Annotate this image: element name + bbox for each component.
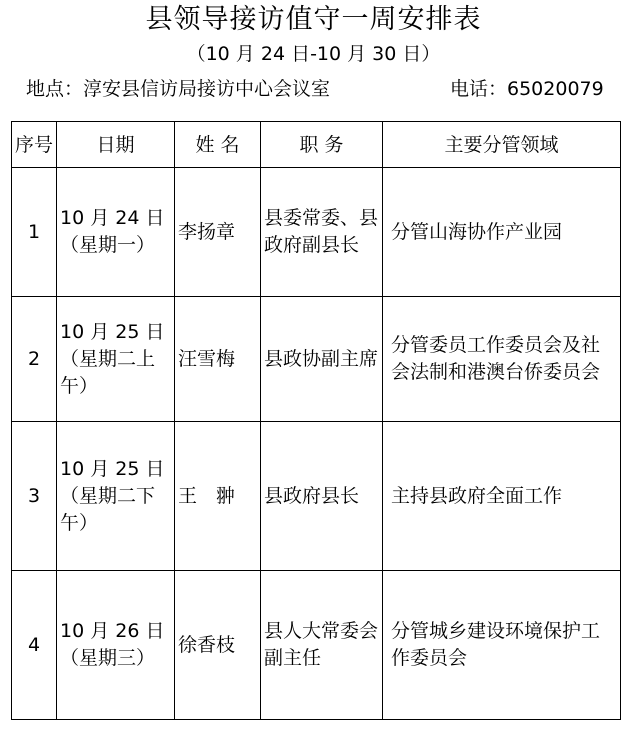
cell-position: 县政协副主席 bbox=[261, 297, 383, 422]
cell-name: 王 翀 bbox=[175, 422, 261, 571]
header-name: 姓 名 bbox=[175, 122, 261, 168]
table-header-row bbox=[12, 122, 621, 168]
cell-duty: 分管委员工作委员会及社会法制和港澳台侨委员会 bbox=[383, 297, 621, 422]
table-row bbox=[12, 297, 621, 422]
header-date: 日期 bbox=[57, 122, 175, 168]
header-duty: 主要分管领域 bbox=[383, 122, 621, 168]
cell-name: 徐香枝 bbox=[175, 571, 261, 720]
cell-duty: 主持县政府全面工作 bbox=[383, 422, 621, 571]
document-title: 县领导接访值守一周安排表 bbox=[145, 4, 482, 35]
location-text: 地点：淳安县信访局接访中心会议室 bbox=[26, 78, 331, 100]
cell-position: 县政府县长 bbox=[261, 422, 383, 571]
date-range: （10 月 24 日-10 月 30 日） bbox=[186, 43, 441, 65]
cell-num: 4 bbox=[12, 571, 57, 720]
table-row bbox=[12, 571, 621, 720]
table-row bbox=[12, 422, 621, 571]
cell-date: 10 月 26 日（星期三） bbox=[57, 571, 175, 720]
cell-date: 10 月 24 日（星期一） bbox=[57, 168, 175, 297]
cell-date: 10 月 25 日（星期二上午） bbox=[57, 297, 175, 422]
table-row bbox=[12, 168, 621, 297]
cell-name: 汪雪梅 bbox=[175, 297, 261, 422]
cell-position: 县委常委、县政府副县长 bbox=[261, 168, 383, 297]
cell-date: 10 月 25 日（星期二下午） bbox=[57, 422, 175, 571]
cell-num: 3 bbox=[12, 422, 57, 571]
header-position: 职 务 bbox=[261, 122, 383, 168]
cell-num: 2 bbox=[12, 297, 57, 422]
header-num: 序号 bbox=[12, 122, 57, 168]
schedule-table bbox=[11, 121, 621, 720]
cell-num: 1 bbox=[12, 168, 57, 297]
cell-duty: 分管城乡建设环境保护工作委员会 bbox=[383, 571, 621, 720]
cell-duty: 分管山海协作产业园 bbox=[383, 168, 621, 297]
cell-position: 县人大常委会副主任 bbox=[261, 571, 383, 720]
cell-name: 李扬章 bbox=[175, 168, 261, 297]
phone-text: 电话：65020079 bbox=[450, 78, 604, 100]
